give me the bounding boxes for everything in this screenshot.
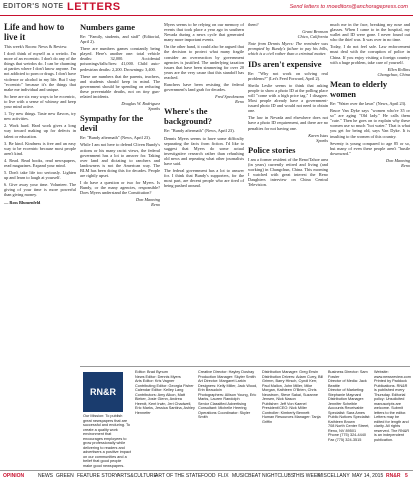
footer-section[interactable]: MUSICBEAT: [232, 473, 261, 479]
footer-date: MAY 14, 2015: [352, 473, 384, 479]
footer-section[interactable]: MISCELLANY: [318, 473, 350, 479]
letter-body: [80, 34, 160, 99]
footer-section[interactable]: FOOD: [201, 473, 216, 479]
footer-section[interactable]: FLIX: [218, 473, 229, 479]
letter-signature: Don Manning Reno: [136, 197, 160, 208]
letter-paragraph: Bruce Van Dyke says "women who're 35 or so" are aging "Old lady." He calls them "cute." Then he goes on to explain why these women use so much "hot water." That is what you get for being old, says Van Dyke. It is insulting to the women of this country.: [330, 108, 410, 139]
letter-paragraph: The federal government has a lot to answer for. I think that Bundy's supporters, for the most part, are decent people who are tired of being pushed around.: [164, 168, 244, 189]
masthead-website: Website: www.newsreview.com Printed by Paddock Publications. RN&R is published every Thursday. Editorial policy: Unsolicited manuscripts are welcome. Submit letters to the editor. Letters may be edited for length and clarity. All rights reserved. The RN&R is an independent publication.: [374, 370, 411, 442]
letter-headline: IDs aren't expensive: [248, 58, 322, 69]
masthead-business: Business Director: Sam Fowler Director of Media: Jack Beattie Director of Marketing: Stephanie Maynard Distribution Manager: Jennifer Scheible Accounts Receivable Specialist: Sara Ames Public Notices Specialist: Kathleen Brown 708 North Center Street, Reno, NV 89501 Phone (775) 324-4440 Fax (775) 324-3515: [328, 370, 371, 442]
letter-headline: Police stories: [248, 144, 296, 155]
footer-section[interactable]: THIS WEEK: [293, 473, 321, 479]
editors-note-title: Life and how to live it: [4, 22, 65, 42]
letter-body: [330, 101, 410, 156]
editors-note-column: [4, 22, 76, 207]
letter-body: [248, 157, 328, 188]
letters-column-3: [164, 22, 244, 190]
letter-signature: Fred Speckmann Reno: [215, 94, 244, 105]
editors-note-signature: — Ross Blumenfeld: [4, 199, 41, 205]
letters-column-4: [248, 22, 328, 189]
letters-title: LETTERS: [67, 1, 121, 13]
letter-signature: Don Manning Reno: [386, 157, 410, 168]
letter-signature: Grant Bronson Chico, California: [297, 29, 328, 40]
letter-paragraph: I do have a question or two for Myers. Is Bundy, or the many agencies, responsible? Does Myers understand the Constitution?: [80, 180, 160, 196]
editors-note-body: [4, 44, 76, 198]
letter-paragraph: them?: [248, 22, 259, 27]
letter-paragraph: The law in Nevada and elsewhere does not have a photo ID requirement, and there are no penalties for not having one.: [248, 115, 328, 131]
letter-paragraph: Dennis Myers seems to have some difficulty separating the facts from fiction. I'd like to suggest that Myers do some actual investigative research rather than rehashing old news and repeating what other journalists have said.: [164, 135, 244, 166]
footer-brand: RN&R: [386, 473, 401, 479]
letter-signature: Douglas W. Rodriguez Sparks: [121, 101, 160, 112]
letter-headline: Where's the background?: [164, 106, 213, 127]
footer-section[interactable]: ARTS&CULTURE: [117, 473, 157, 479]
letter-paragraph: Seventy is young compared to age 85 or so, but many of even these people aren't "hustle downward.": [330, 140, 410, 156]
editors-note-paragraph: I don't think of myself as a weirdo. I'm more of an eccentric. I don't do any of the things that weirdos do. I can be charming at parties where I don't know anyone. I'm not addicted to porn or drugs. I don't have violence or alcohol in my life. But I stay "eccentric" because it's the things that make me individual and unique.: [4, 51, 77, 92]
letter-paragraph: There are numbers games constantly being played. Here's another one: total vehicle deaths: 32,000. Accidental poisonings/falls/fires: 41,000. Child auto-pedestrian deaths: 2,200. Drownings: 3,400.: [80, 46, 160, 72]
editors-note-paragraph: 4. Read. Read books, read newspapers, read magazines. Expand your mind.: [4, 157, 76, 168]
mission-statement: Our Mission: To publish great newspapers that are successful and enduring. To create a quality work environment that encourages employees to grow professionally while delivering to readers and advertisers a positive impact on our communities and a belief that good people make good newspapers.: [83, 414, 131, 468]
letter-headline: Sympathy for the devil: [80, 113, 144, 134]
letter-body: [164, 128, 244, 188]
letter-headline: Numbers game: [80, 22, 136, 32]
letters-column-5: [330, 22, 410, 170]
letter-paragraph: On the other hand, it could also be argued that the decision to protect what many fragile consider an overreaction by government agencies is justified. The underlying taxation issues that have been simmering for over 20 years are the very cause that this standoff has reached.: [164, 44, 244, 80]
editors-note-label: EDITOR'S NOTE: [3, 3, 64, 10]
letter-paragraph: Sheila Leslie seems to think that asking people to show a photo ID at the polling place will "come with a high price tag." I disagree. Most people already have a government-issued photo ID and would not need to obtain one.: [248, 82, 328, 114]
page-header: [0, 0, 413, 16]
letter-paragraph: Myers seems to be relying on our memory of events that took place a year ago in southern Nevada during a news cycle that generated many more important events.: [164, 22, 244, 43]
letter-body: [248, 22, 328, 27]
section-footer: [0, 470, 413, 480]
masthead-staff-production: Creative Director: Hayley Doshay Production Manager: Skyler Smith Art Director: Margaret Larkin Designers: Kelly Miller, Jack Wood, Erin Beaudoin Photographers: Allison Young, Eric Marks, Lauren Randolph Senior Classified Advertising Consultant: Michelle Heering Operations Coordinator: Skyler Smith: [198, 370, 258, 419]
letter-paragraph: Re: "Bundy aftermath" (News, April 23).: [80, 135, 151, 141]
letters-column-2: [80, 22, 160, 210]
letter-body: [80, 135, 160, 195]
footer-section[interactable]: NEWS: [38, 473, 53, 479]
footer-section[interactable]: ART OF THE STATE: [155, 473, 202, 479]
letter-body: [248, 71, 328, 131]
editors-note-paragraph: So here are six easy ways to be eccentric, to live with a sense of whimsy and keep your mind active.: [4, 93, 76, 110]
letter-paragraph: Re: "Why not work on solving real problems?" (Let's Feed Forward, April 2).: [248, 70, 328, 81]
editors-note-paragraph: This week's Room: News & Review.: [4, 44, 68, 49]
footer-section[interactable]: NIGHTCLUBS: [262, 473, 295, 479]
footer-section[interactable]: FEATURE STORY: [77, 473, 119, 479]
letter-paragraph: I am a former resident of the Reno/Tahoe area (in years) currently retired and living (and working) in Changchun, China. This morning I watched with great interest the Reno Daughters interview on China Central Television.: [248, 156, 328, 188]
editor-reply-note: Note from Dennis Myers: The reminder was prompted by Bundy's failure to pay his bills, which is a civil rather than a criminal matter.: [248, 41, 328, 57]
letter-paragraph: Ranchers have been resisting the federal government's land grab for decades.: [164, 82, 244, 93]
letter-body: [164, 22, 244, 92]
masthead-divider: [80, 366, 410, 367]
editors-note-paragraph: 6. Give away your time. Volunteer. The giving of your time is more powerful than giving money.: [4, 182, 76, 198]
masthead-staff-editorial: Editor: Brad Bynum News Editor: Dennis Myers Arts Editor: Kris Vagner Contributing Editor: Georgia Fisher Calendar Editor: Kelley Lang Contributors: Amy Alkon, Matt Bieker, Josie Glenn, Andrea Heerdt, Kent Irwin, Jeri Chadwell, Eric Marks, Jessica Santina, Ashley Hennefer: [135, 370, 195, 415]
letter-signature: Karen Istas Sparks: [308, 132, 328, 143]
letter-paragraph: While I am not here to defend Cliven Bundy's actions or his many racist views, the federal government has a lot to answer for. Taking over land and dictating to ranchers and landowners is not the American way. The BLM has been doing this for decades. People are rightly upset.: [80, 142, 160, 178]
letter-body: [330, 22, 410, 65]
editors-note-paragraph: 5. Don't take life too seriously. Lighten up and learn to laugh at yourself.: [4, 170, 76, 181]
letter-paragraph: These are numbers that the parents, teachers, and students should keep in mind. The government should be spending on reducing these preventable deaths, not on tiny gun-related incidents.: [80, 73, 160, 100]
letter-paragraph: Re: "Water over the lawn" (News, April 23).: [330, 100, 407, 106]
send-letters-email[interactable]: Send letters to rnoeditors@anchoragepress.com: [289, 4, 408, 10]
letter-paragraph: much me in the face, breaking my nose and glasses. When I came to in the hospital, my wallet and ID were gone. I never found out who the thief was. It was over in no time.: [330, 22, 410, 43]
letter-headline: Mean to elderly women: [330, 78, 388, 99]
letter-signature: Ellen Rollins Changchun, China: [377, 66, 410, 77]
masthead-staff-distribution: Distribution Manager: Greg Erwin Distribution Drivers: Adam Curry, Bill Grimm, Barry Hirsch, Cyndi Kerr, Paul Mallon, John Miller, Mike Morgan, Kathleen O'Brien, Chris Neustrom, Steve Sakai, Suzanne Jensen, Nick Nason Publisher: Jeff Von Kaenel President/CEO: Nick Miller Controller: Kimberly Bennett Human Resources Manager: Tanja Griffin: [262, 370, 324, 424]
footer-section[interactable]: GREEN: [56, 473, 74, 479]
page-number: 5: [405, 473, 408, 479]
letter-paragraph: Re: "Bundy aftermath" (News, April 23).: [164, 128, 235, 134]
editors-note-paragraph: 3. Be kind. Kindness is free and an easy way to be eccentric because most people aren't kind.: [4, 140, 76, 156]
editors-note-paragraph: 2. Work hard. Hard work gives a long way toward making up for defects in talent or education.: [4, 123, 76, 139]
rnr-logo: RN&R: [83, 372, 123, 412]
editors-note-paragraph: 1. Try new things. Taste new flavors, try new activities.: [4, 111, 76, 122]
letter-paragraph: Today, I do not feel safe. Law enforcement must deal with the corruption of police in China. If you enjoy visiting a foreign country with a huge problem, take care of yourself.: [330, 44, 410, 65]
letter-paragraph: Re: "Family, students, and staff" (Editorial, April 2).: [80, 34, 160, 45]
footer-opinion[interactable]: OPINION: [3, 473, 25, 479]
